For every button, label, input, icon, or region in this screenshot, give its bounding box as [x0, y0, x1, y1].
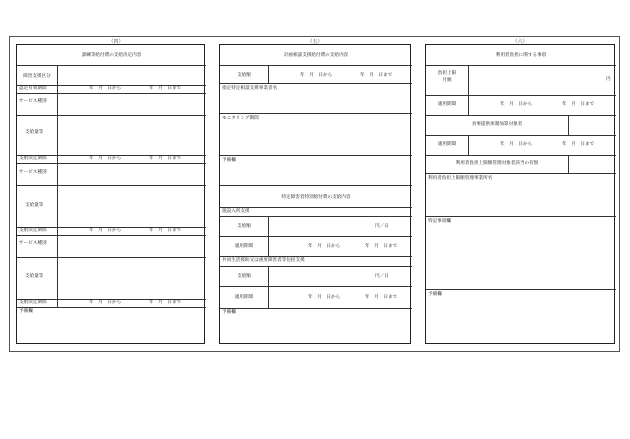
panel-middle-label: （五） [307, 39, 323, 45]
service-type-label: サービス種別 [19, 99, 47, 104]
cap-monthly-label-1: 負担上限 [437, 71, 457, 76]
amount-label: 支給量等 [25, 130, 44, 135]
special-notes-label: 特記事項欄 [428, 219, 451, 224]
cap-monthly-label-2: 月額 [442, 78, 452, 83]
cap-mgmt-office-label: 利用者負担上限額管理事業所名 [428, 176, 493, 181]
cert-date-from: 年 月 日から [89, 86, 122, 91]
service-type-label: サービス種別 [19, 170, 47, 175]
amount-label: 支給量等 [25, 274, 44, 279]
decision-date-from: 年 月 日から [89, 300, 122, 305]
cert-date-to: 年 月 日まで [149, 86, 182, 91]
yen-per-day: 円／日 [375, 224, 389, 229]
decision-date-to: 年 月 日まで [149, 156, 182, 161]
remarks-label: 予備欄 [222, 310, 236, 315]
monitoring-label: モニタリング期間 [222, 116, 259, 121]
panel-training-benefits [16, 44, 205, 344]
decision-date-from: 年 月 日から [89, 156, 122, 161]
panel-user-burden [425, 44, 615, 344]
decision-date-to: 年 月 日まで [149, 300, 182, 305]
yen-unit: 円 [606, 77, 611, 82]
remarks-label: 予備欄 [19, 309, 33, 314]
applicable-period-label: 適用期間 [234, 295, 254, 300]
pay-amount-label: 支給額 [237, 224, 251, 229]
meal-cost-label: 食事提供体制加算対象者 [471, 122, 523, 127]
service-type-label: サービス種別 [19, 241, 47, 246]
applicable-date-from: 年 月 日から [308, 295, 341, 300]
applicable-period-label: 適用期間 [234, 244, 254, 249]
panel-right-label: （六） [512, 39, 528, 45]
facility-support-label: 施設入所支援 [222, 209, 250, 214]
yen-per-day: 円／日 [375, 274, 389, 279]
decision-period-label: 支給決定期間 [19, 156, 47, 161]
pay-amount-label: 支給額 [237, 73, 251, 78]
special-header: 特定障害者特別給付費の支給内容 [281, 195, 351, 200]
disability-class-label: 障害支援区分 [23, 74, 51, 79]
decision-date-to: 年 月 日まで [149, 228, 182, 233]
remarks-label: 予備欄 [222, 158, 236, 163]
pay-amount-label: 支給額 [237, 274, 251, 279]
applicable-date-to: 年 月 日まで [562, 142, 595, 147]
group-home-label: 共同生活援助又は重度障害者等包括支援 [222, 258, 305, 263]
applicable-date-to: 年 月 日まで [365, 244, 398, 249]
applicable-date-to: 年 月 日まで [562, 102, 595, 107]
applicable-date-from: 年 月 日から [500, 102, 533, 107]
pay-date-to: 年 月 日まで [360, 73, 393, 78]
decision-period-label: 支給決定期間 [19, 300, 47, 305]
designated-office-label: 指定特定相談支援事業者名 [222, 86, 278, 91]
cap-mgmt-label: 利用者負担上限額管理対象者該当の有無 [455, 161, 539, 166]
decision-period-label: 支給決定期間 [19, 228, 47, 233]
remarks-label: 予備欄 [428, 292, 442, 297]
applicable-date-from: 年 月 日から [308, 244, 341, 249]
cert-period-label: 認定有効期間 [19, 86, 47, 91]
pay-date-from: 年 月 日から [300, 73, 333, 78]
section-header: 利用者負担に関する事項 [495, 53, 547, 58]
panel-plan-consultation [219, 44, 411, 344]
section-header: 訓練等給付費の支給決定内容 [81, 53, 142, 58]
decision-date-from: 年 月 日から [89, 228, 122, 233]
applicable-date-to: 年 月 日まで [365, 295, 398, 300]
applicable-period-label: 適用期間 [437, 102, 457, 107]
amount-label: 支給量等 [25, 203, 44, 208]
applicable-date-from: 年 月 日から [500, 142, 533, 147]
panel-left-label: （四） [108, 39, 124, 45]
applicable-period-label: 適用期間 [437, 142, 457, 147]
section-header: 計画相談支援給付費の支給内容 [283, 53, 349, 58]
